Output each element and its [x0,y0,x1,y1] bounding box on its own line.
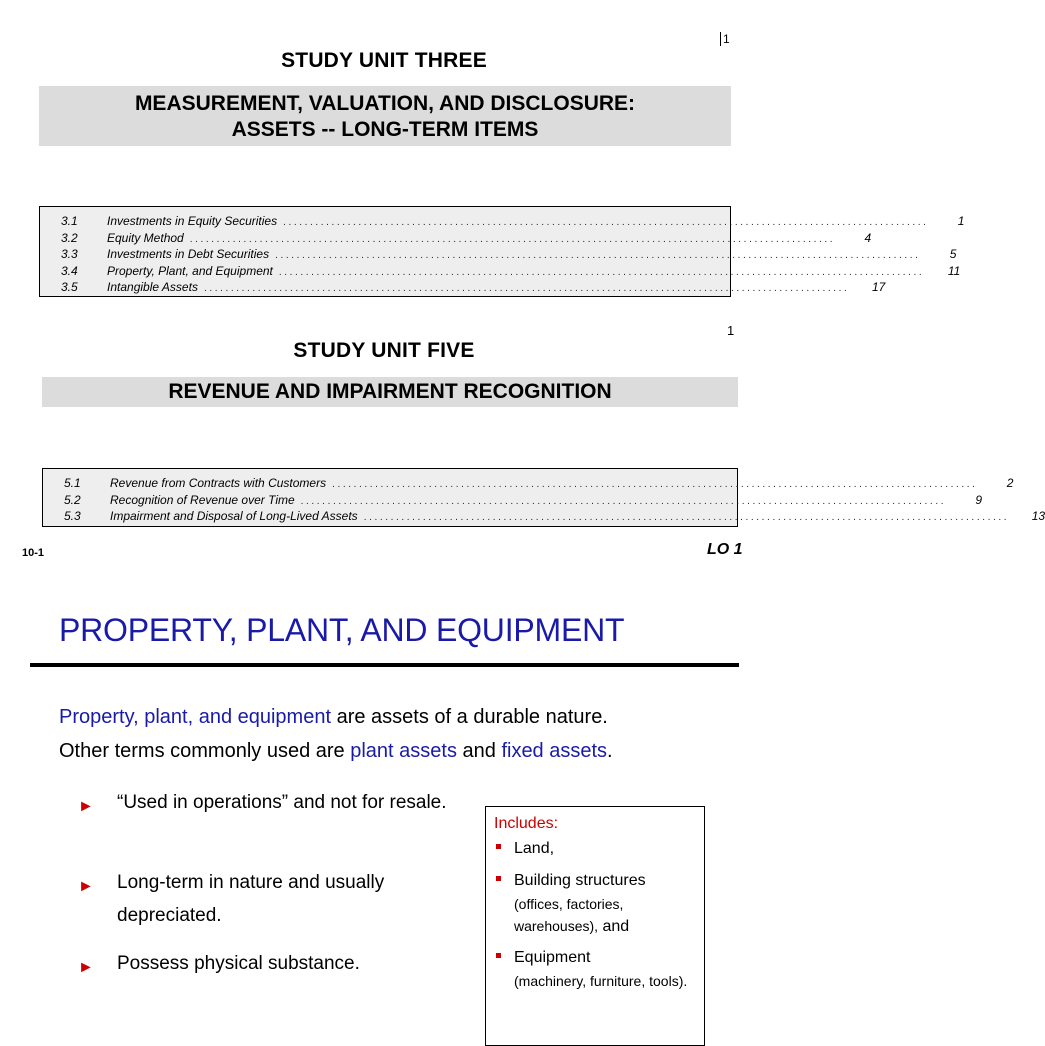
bullet-physical-substance: ► Possess physical substance. [78,947,468,980]
toc-section-title: Investments in Debt Securities [107,247,270,261]
title-divider [30,663,739,667]
toc-row [61,230,872,248]
square-bullet-icon [496,953,501,958]
toc-leader-dots: ........................................................................................................................ [363,512,1010,523]
triangle-bullet-icon: ► [78,798,94,815]
unit-three-title-line1: MEASUREMENT, VALUATION, AND DISCLOSURE: [134,92,636,115]
includes-item-building: Building structures (offices, factories, warehouses), and [494,869,696,938]
toc-row [61,214,965,231]
toc-leader-dots: ........................................................................................................................ [278,266,925,278]
toc-section-number: 5.1 [64,476,81,490]
slide-title: PROPERTY, PLANT, AND EQUIPMENT [59,612,625,648]
toc-section-title: Recognition of Revenue over Time [110,492,295,507]
includes-item-equipment: Equipment (machinery, furniture, tools). [494,946,696,992]
toc-row [64,509,1045,526]
toc-section-number: 5.2 [64,492,81,507]
term-plant-assets: plant assets [350,740,457,762]
unit-three-title-line2: ASSETS -- LONG-TERM ITEMS [231,118,539,141]
unit-three-toc [39,206,965,297]
unit-three-title-band [39,86,731,146]
toc-section-title: Equity Method [107,230,184,245]
toc-page-number: 4 [864,230,872,245]
unit-three-heading: STUDY UNIT THREE [281,49,487,72]
toc-leader-dots: ........................................................................................................................ [203,283,850,294]
toc-section-title: Revenue from Contracts with Customers [110,476,327,490]
learning-objective-label: LO 1 [707,541,743,558]
toc-section-number: 3.2 [61,230,78,245]
includes-item-land: Land, [494,837,696,861]
toc-leader-dots: ........................................................................................................................ [283,217,929,228]
toc-section-number: 3.3 [61,247,78,261]
mid-page-number: 1 [727,323,735,338]
toc-section-number: 3.5 [61,280,78,294]
toc-row [64,492,983,510]
top-page-number: 1 [720,32,730,46]
bullet-long-term: ► Long-term in nature and usually depreciated. [78,872,385,926]
toc-page-number: 17 [872,280,886,294]
toc-section-title: Impairment and Disposal of Long-Lived Assets [110,509,358,523]
toc-section-title: Intangible Assets [107,280,198,294]
includes-heading: Includes: [494,815,559,832]
toc-section-title: Investments in Equity Securities [107,214,278,228]
unit-five-title-band [42,377,738,407]
triangle-bullet-icon: ► [78,878,94,895]
toc-row [61,280,886,297]
term-ppe: Property, plant, and equipment [59,706,332,728]
includes-box [485,806,705,1046]
bullet-used-in-operations: ► “Used in operations” and not for resale. [78,786,468,819]
toc-page-number: 9 [975,492,983,507]
intro-paragraph: Property, plant, and equipment are assets of a durable nature. Other terms commonly used are plant assets and fixed assets. [59,706,613,762]
toc-section-number: 3.1 [61,214,78,228]
toc-page-number: 5 [949,247,957,261]
slide-number: 10-1 [22,547,45,559]
toc-section-number: 3.4 [61,263,78,278]
square-bullet-icon [496,876,501,881]
toc-row [64,476,1014,493]
unit-five-heading: STUDY UNIT FIVE [293,339,475,362]
square-bullet-icon [496,844,501,849]
toc-leader-dots: ........................................................................................................................ [275,250,921,261]
unit-five-title: REVENUE AND IMPAIRMENT RECOGNITION [168,380,612,403]
toc-row [61,247,957,264]
toc-section-number: 5.3 [64,509,81,523]
toc-page-number: 2 [1006,476,1014,490]
triangle-bullet-icon: ► [78,959,94,976]
toc-leader-dots: ........................................................................................................................ [189,233,836,245]
unit-five-toc [42,468,1045,527]
toc-page-number: 1 [957,214,965,228]
toc-row [61,263,961,281]
toc-page-number: 13 [1031,509,1045,523]
term-fixed-assets: fixed assets [501,740,608,762]
toc-leader-dots: ........................................................................................................................ [300,495,947,507]
toc-page-number: 11 [947,263,961,278]
toc-section-title: Property, Plant, and Equipment [107,263,273,278]
toc-leader-dots: ........................................................................................................................ [332,479,978,490]
